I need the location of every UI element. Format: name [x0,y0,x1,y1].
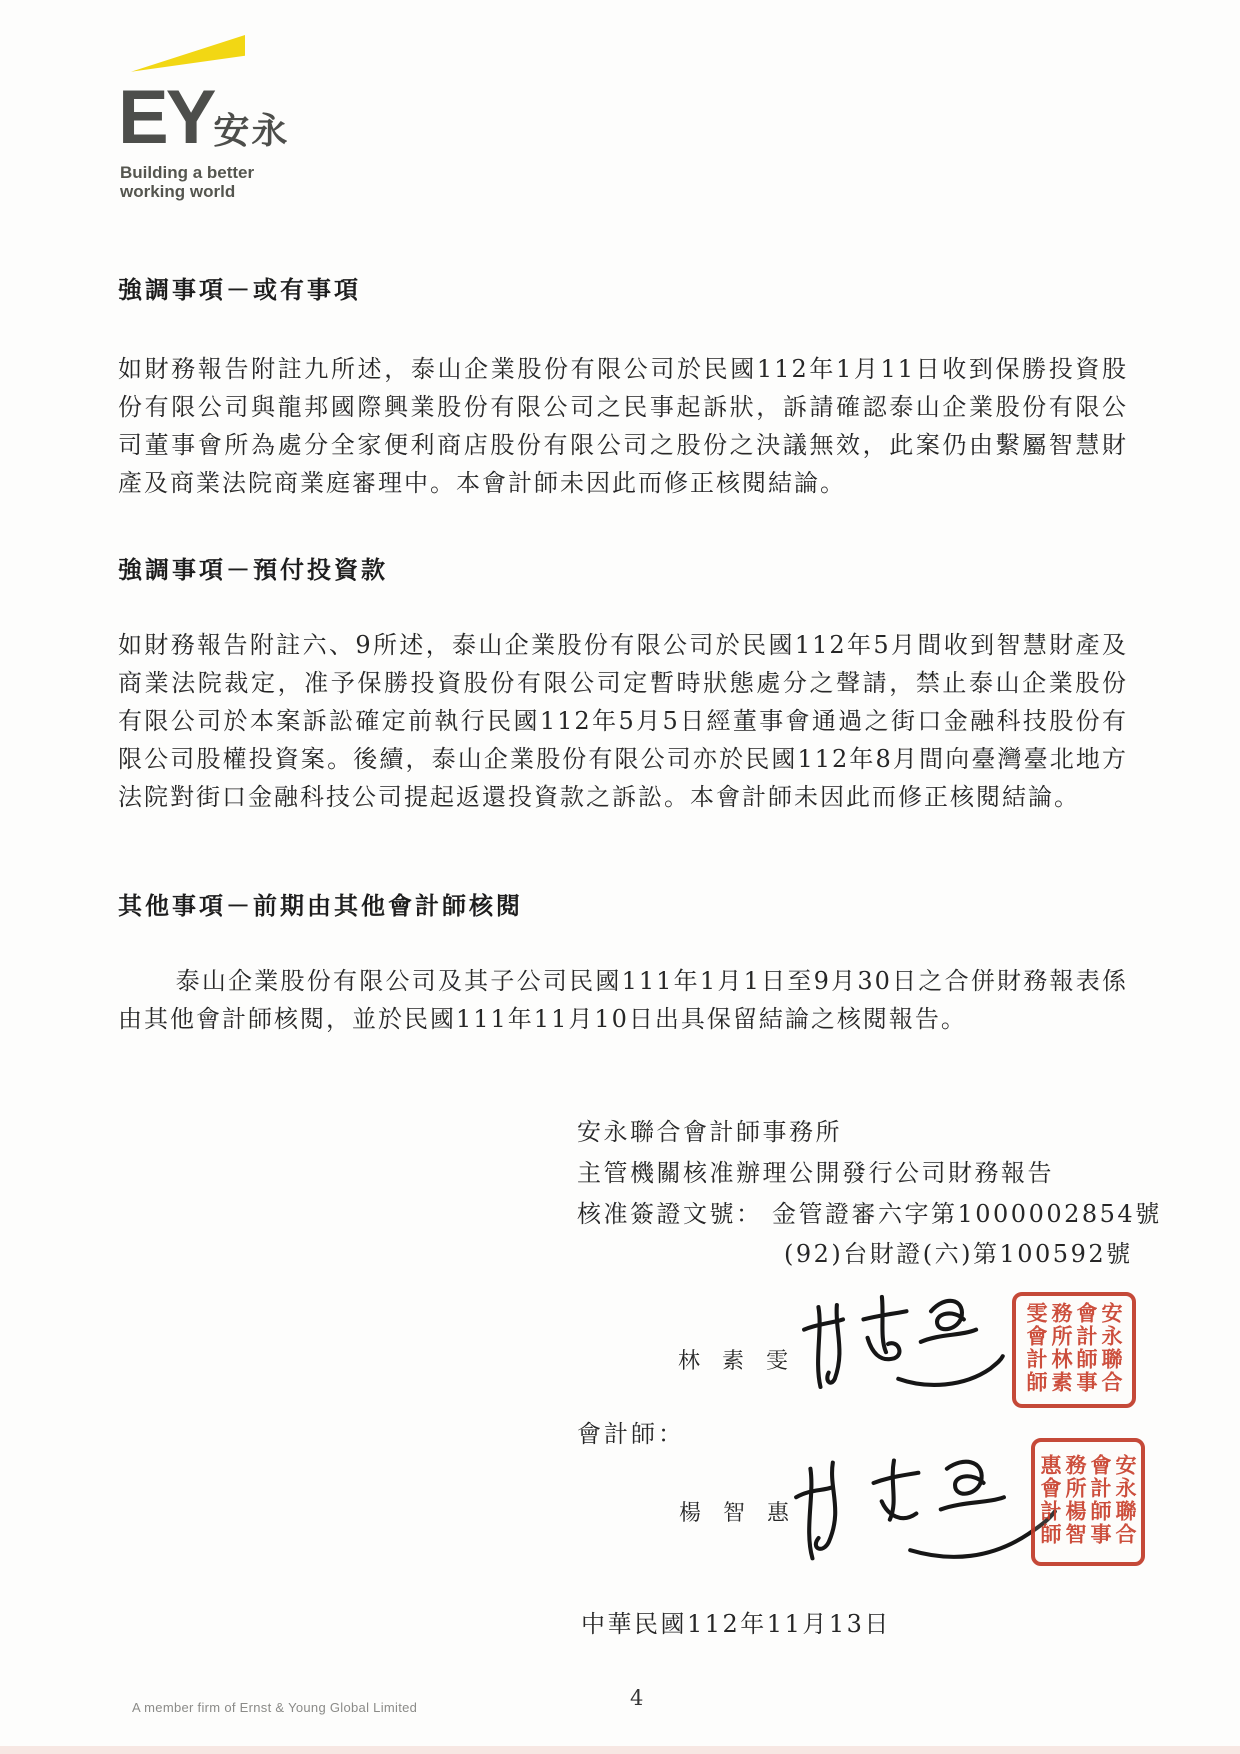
cpa2-name: 楊智惠 [679,1501,812,1526]
cpa1-seal-text: 安永聯合會計師事務所林素雯會計師 [1024,1302,1124,1394]
ey-tagline-line2: working world [120,182,236,201]
paragraph-emphasis-contingency: 如財務報告附註九所述，泰山企業股份有限公司於民國112年1月11日收到保勝投資股份有限公司與龍邦國際興業股份有限公司之民事起訴狀，訴請確認泰山企業股份有限公司董事會所為處分全家便利商店股份有限公司之股份之決議無效，此案仍由繫屬智慧財產及商業法院商業庭審理中。本會計師未因此而修正核閱結論。 [118,355,1128,497]
ey-beam-icon [131,35,245,75]
report-date: 中華民國112年11月13日 [581,1610,891,1638]
ey-tagline-line1: Building a better [120,163,255,182]
approval-doc-label: 核准簽證文號： [577,1200,763,1228]
cpa1-name: 林素雯 [678,1349,811,1374]
approval-doc-number-2: (92)台財證(六)第100592號 [784,1240,1133,1268]
scan-artifact-line [0,1746,1240,1754]
cpa-label: 會計師： [577,1420,685,1448]
ey-tagline [120,163,254,201]
cpa2-signature-handwriting [788,1446,1063,1578]
footer-member-firm-text: A member firm of Ernst & Young Global Limited [132,1700,418,1715]
heading-other-matters: 其他事項－前期由其他會計師核閱 [118,891,523,920]
cpa1-red-seal [1012,1292,1136,1408]
ey-logo-text: EY [118,75,214,160]
heading-emphasis-prepaid-investment: 強調事項－預付投資款 [118,555,388,584]
cpa1-signature-handwriting [800,1288,1015,1402]
heading-emphasis-contingency: 強調事項－或有事項 [118,275,361,304]
paragraph-emphasis-prepaid-investment: 如財務報告附註六、9所述，泰山企業股份有限公司於民國112年5月間收到智慧財產及商業法院裁定，准予保勝投資股份有限公司定暫時狀態處分之聲請，禁止泰山企業股份有限公司於本案訴訟確定前執行民國112年5月5日經董事會通過之街口金融科技股份有限公司股權投資案。後續，泰山企業股份有限公司亦於民國112年8月間向臺灣臺北地方法院對街口金融科技公司提起返還投資款之訴訟。本會計師未因此而修正核閱結論。 [118,631,1128,811]
ey-logo-cjk-text: 安永 [213,110,290,151]
approval-statement: 主管機關核准辦理公開發行公司財務報告 [577,1159,1054,1187]
page-number: 4 [630,1686,644,1710]
firm-name: 安永聯合會計師事務所 [577,1118,842,1146]
ey-logo [118,30,338,200]
approval-doc-number-1: 金管證審六字第1000002854號 [772,1200,1162,1228]
paragraph-other-matters: 泰山企業股份有限公司及其子公司民國111年1月1日至9月30日之合併財務報表係由其他會計師核閱，並於民國111年11月10日出具保留結論之核閱報告。 [118,967,1128,1033]
cpa2-red-seal [1031,1438,1145,1566]
cpa2-seal-text: 安永聯合會計師事務所楊智惠會計師 [1038,1454,1138,1546]
